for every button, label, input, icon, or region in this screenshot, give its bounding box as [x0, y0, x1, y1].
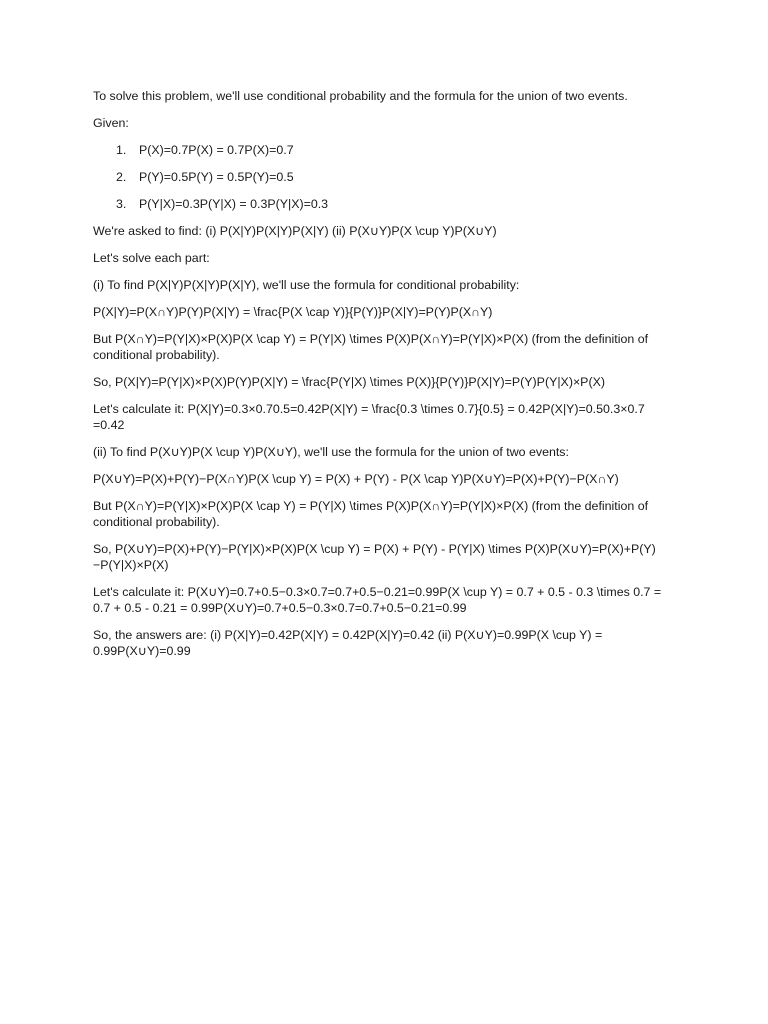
- list-item-number: 2.: [116, 170, 127, 184]
- list-item-number: 3.: [116, 197, 127, 211]
- part2-so: So, P(X∪Y)=P(X)+P(Y)−P(Y|X)×P(X)P(X \cup Y) = P(X) + P(Y) - P(Y|X) \times P(X)P(X∪Y)=P(X)+P(Y)−P(Y|X)×P(X): [93, 542, 656, 572]
- asked-paragraph: We're asked to find: (i) P(X|Y)P(X|Y)P(X|Y) (ii) P(X∪Y)P(X \cup Y)P(X∪Y): [93, 224, 497, 238]
- solve-each-paragraph: Let's solve each part:: [93, 251, 210, 265]
- list-item-text: P(Y)=0.5P(Y) = 0.5P(Y)=0.5: [139, 170, 294, 184]
- given-list: [93, 142, 678, 212]
- list-item: [93, 142, 678, 158]
- part2-intro: (ii) To find P(X∪Y)P(X \cup Y)P(X∪Y), we'll use the formula for the union of two events:: [93, 445, 569, 459]
- list-item: [93, 169, 678, 185]
- part1-but: But P(X∩Y)=P(Y|X)×P(X)P(X \cap Y) = P(Y|X) \times P(X)P(X∩Y)=P(Y|X)×P(X) (from the definition of conditional probability).: [93, 332, 649, 362]
- list-item: [93, 196, 678, 212]
- list-item-number: 1.: [116, 143, 127, 157]
- intro-paragraph: To solve this problem, we'll use conditional probability and the formula for the union of two events.: [93, 89, 628, 103]
- part1-calc: Let's calculate it: P(X|Y)=0.3×0.70.5=0.42P(X|Y) = \frac{0.3 \times 0.7}{0.5} = 0.42P(X|Y)=0.50.3×0.7 =0.42: [93, 402, 645, 432]
- list-item-text: P(X)=0.7P(X) = 0.7P(X)=0.7: [139, 143, 294, 157]
- document-body: [93, 88, 678, 670]
- part1-so: So, P(X|Y)=P(Y|X)×P(X)P(Y)P(X|Y) = \frac{P(Y|X) \times P(X)}{P(Y)}P(X|Y)=P(Y)P(Y|X)×P(X): [93, 375, 605, 389]
- part1-intro: (i) To find P(X|Y)P(X|Y)P(X|Y), we'll use the formula for conditional probability:: [93, 278, 520, 292]
- answers-paragraph: So, the answers are: (i) P(X|Y)=0.42P(X|Y) = 0.42P(X|Y)=0.42 (ii) P(X∪Y)=0.99P(X \cup Y) = 0.99P(X∪Y)=0.99: [93, 628, 603, 658]
- part1-formula: P(X|Y)=P(X∩Y)P(Y)P(X|Y) = \frac{P(X \cap Y)}{P(Y)}P(X|Y)=P(Y)P(X∩Y): [93, 305, 493, 319]
- part2-calc: Let's calculate it: P(X∪Y)=0.7+0.5−0.3×0.7=0.7+0.5−0.21=0.99P(X \cup Y) = 0.7 + 0.5 - 0.3 \times 0.7 = 0.7 + 0.5 - 0.21 = 0.99P(X∪Y)=0.7+0.5−0.3×0.7=0.7+0.5−0.21=0.99: [93, 585, 662, 615]
- list-item-text: P(Y|X)=0.3P(Y|X) = 0.3P(Y|X)=0.3: [139, 197, 329, 211]
- given-label: Given:: [93, 116, 129, 130]
- part2-formula: P(X∪Y)=P(X)+P(Y)−P(X∩Y)P(X \cup Y) = P(X) + P(Y) - P(X \cap Y)P(X∪Y)=P(X)+P(Y)−P(X∩Y): [93, 472, 619, 486]
- part2-but: But P(X∩Y)=P(Y|X)×P(X)P(X \cap Y) = P(Y|X) \times P(X)P(X∩Y)=P(Y|X)×P(X) (from the definition of conditional probability).: [93, 499, 649, 529]
